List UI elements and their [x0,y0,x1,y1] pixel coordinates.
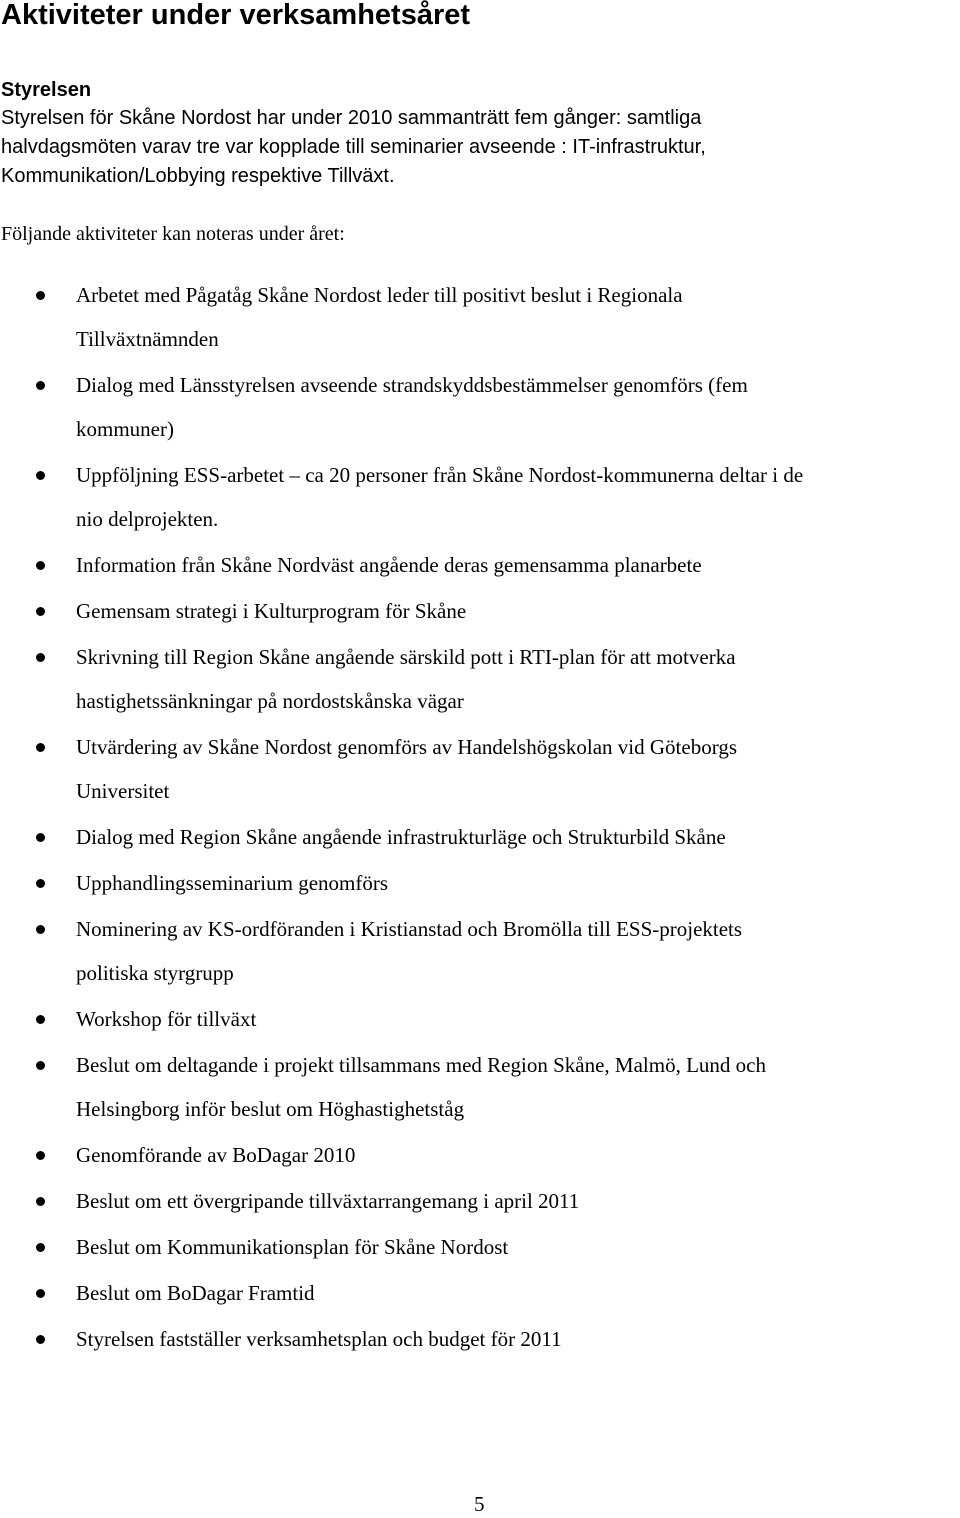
document-title: Aktiviteter under verksamhetsåret [1,0,471,31]
activity-text [76,1225,508,1269]
bullet-icon [36,1061,45,1070]
activity-text [76,543,702,587]
activity-line: Beslut om BoDagar Framtid [76,1281,315,1305]
activity-line: Workshop för tillväxt [76,1007,257,1031]
bullet-icon [36,291,45,300]
intro-paragraph [1,104,901,191]
section-heading: Styrelsen [1,79,92,101]
activity-line: politiska styrgrupp [76,961,234,985]
activity-line: hastighetssänkningar på nordostskånska vägar [76,689,464,713]
activity-item [0,861,960,905]
activity-line: Skrivning till Region Skåne angående särskild pott i RTI-plan för att motverka [76,645,736,669]
bullet-icon [36,925,45,934]
activity-line: Gemensam strategi i Kulturprogram för Skåne [76,599,467,623]
activity-item [0,997,960,1041]
activity-line: Genomförande av BoDagar 2010 [76,1143,356,1167]
bullet-icon [36,1197,45,1206]
activity-line: Nominering av KS-ordföranden i Kristianstad och Bromölla till ESS-projektets [76,917,743,941]
activity-item [0,635,960,723]
page-number: 5 [474,1492,485,1516]
activity-text [76,1043,766,1131]
activity-text [76,907,742,995]
activity-line: nio delprojekten. [76,507,219,531]
activity-line: Upphandlingsseminarium genomförs [76,871,389,895]
bullet-icon [36,833,45,842]
activity-line: Beslut om ett övergripande tillväxtarrangemang i april 2011 [76,1189,580,1213]
activity-text [76,725,737,813]
bullet-icon [36,561,45,570]
activity-item [0,1043,960,1131]
activity-line: Styrelsen fastställer verksamhetsplan och budget för 2011 [76,1327,562,1351]
activity-text [76,815,726,859]
activity-line: kommuner) [76,417,174,441]
activity-text [76,589,466,633]
activity-item [0,1317,960,1361]
intro-line: Kommunikation/Lobbying respektive Tillväxt. [1,165,395,187]
activity-line: Utvärdering av Skåne Nordost genomförs av Handelshögskolan vid Göteborgs [76,735,737,759]
activity-text [76,1179,579,1223]
bullet-icon [36,1151,45,1160]
activity-item [0,725,960,813]
activity-line: Uppföljning ESS-arbetet – ca 20 personer från Skåne Nordost-kommunerna deltar i de [76,463,804,487]
bullet-icon [36,653,45,662]
activity-item [0,363,960,451]
activity-item [0,589,960,633]
activity-item [0,1225,960,1269]
intro-line: Styrelsen för Skåne Nordost har under 2010 sammanträtt fem gånger: samtliga [1,107,702,129]
activity-text [76,635,736,723]
activity-line: Beslut om deltagande i projekt tillsammans med Region Skåne, Malmö, Lund och [76,1053,766,1077]
activity-text [76,861,388,905]
activity-item [0,1271,960,1315]
activity-line: Arbetet med Pågatåg Skåne Nordost leder till positivt beslut i Regionala [76,283,683,307]
activity-line: Tillväxtnämnden [76,327,219,351]
activity-line: Dialog med Region Skåne angående infrastrukturläge och Strukturbild Skåne [76,825,726,849]
bullet-icon [36,381,45,390]
intro-line: halvdagsmöten varav tre var kopplade till seminarier avseende : IT-infrastruktur, [1,136,706,158]
bullet-icon [36,1335,45,1344]
activity-line: Dialog med Länsstyrelsen avseende strandskyddsbestämmelser genomförs (fem [76,373,748,397]
activity-line: Universitet [76,779,170,803]
bullet-icon [36,607,45,616]
activity-line: Information från Skåne Nordväst angående deras gemensamma planarbete [76,553,702,577]
bullet-icon [36,879,45,888]
activity-item [0,1179,960,1223]
activity-line: Helsingborg inför beslut om Höghastighetståg [76,1097,465,1121]
activity-line: Beslut om Kommunikationsplan för Skåne Nordost [76,1235,509,1259]
activity-item [0,273,960,361]
bullet-icon [36,1289,45,1298]
activities-lead: Följande aktiviteter kan noteras under året: [1,223,345,245]
activity-item [0,1133,960,1177]
activity-text [76,273,683,361]
bullet-icon [36,1243,45,1252]
activity-text [76,997,256,1041]
activity-item [0,453,960,541]
activity-text [76,1271,315,1315]
activity-text [76,1133,355,1177]
activity-text [76,1317,562,1361]
activity-item [0,543,960,587]
activity-item [0,815,960,859]
activity-item [0,907,960,995]
bullet-icon [36,471,45,480]
activity-text [76,363,748,451]
bullet-icon [36,1015,45,1024]
bullet-icon [36,743,45,752]
activity-text [76,453,803,541]
